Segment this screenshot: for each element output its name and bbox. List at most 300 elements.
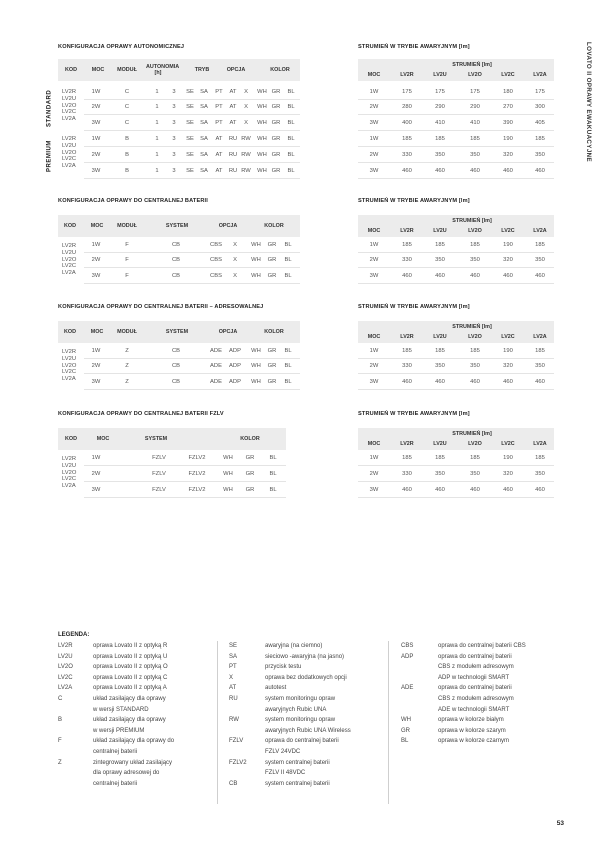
config-cell: WH bbox=[223, 487, 233, 493]
config-cell: 2W bbox=[91, 363, 101, 369]
config-header-cell: OPCJA bbox=[218, 223, 238, 229]
legend-code: C bbox=[58, 696, 63, 702]
config-cell: GR bbox=[245, 471, 255, 477]
flux-cell: 280 bbox=[402, 104, 412, 110]
code-item: LV2O bbox=[62, 102, 77, 109]
legend-code: LV2R bbox=[58, 643, 73, 649]
code-item: LV2A bbox=[62, 376, 76, 383]
flux-cell: 410 bbox=[470, 120, 480, 126]
row-divider bbox=[84, 252, 300, 253]
config-cell: BL bbox=[287, 136, 295, 142]
flux-cell: 290 bbox=[470, 104, 480, 110]
code-list bbox=[62, 349, 88, 383]
flux-cell: 330 bbox=[402, 363, 412, 369]
flux-cell: 185 bbox=[402, 242, 412, 248]
flux-cell: 350 bbox=[470, 152, 480, 158]
code-item: LV2A bbox=[62, 116, 76, 123]
config-header-cell: MODUŁ bbox=[117, 67, 137, 73]
config-cell: 3 bbox=[172, 104, 176, 110]
config-cell: 2W bbox=[91, 104, 101, 110]
config-cell: PT bbox=[215, 120, 223, 126]
flux-cell: 185 bbox=[470, 242, 480, 248]
flux-cell: 3W bbox=[369, 379, 379, 385]
config-cell: GR bbox=[267, 257, 277, 263]
section-title-left: KONFIGURACJA OPRAWY DO CENTRALNEJ BATERII FZLV bbox=[58, 411, 224, 417]
config-cell: ADE bbox=[210, 379, 222, 385]
flux-cell: 405 bbox=[535, 120, 545, 126]
code-item: LV2A bbox=[62, 483, 76, 490]
config-cell: BL bbox=[269, 455, 277, 461]
flux-cell: 350 bbox=[435, 363, 445, 369]
section-title-left: KONFIGURACJA OPRAWY AUTONOMICZNEJ bbox=[58, 44, 185, 50]
row-divider bbox=[358, 178, 554, 179]
flux-cell: 175 bbox=[435, 89, 445, 95]
config-cell: RU bbox=[228, 168, 238, 174]
flux-cell: 350 bbox=[535, 257, 545, 263]
row-divider bbox=[358, 373, 554, 374]
legend-desc: ADE w technologii SMART bbox=[438, 706, 510, 713]
flux-cell: 350 bbox=[535, 363, 545, 369]
legend-desc: oprawa bez dodatkowych opcji bbox=[265, 674, 347, 681]
config-cell: GR bbox=[245, 487, 255, 493]
code-item: LV2U bbox=[62, 249, 77, 256]
flux-cell: 350 bbox=[435, 471, 445, 477]
code-item: LV2O bbox=[62, 469, 77, 476]
row-divider bbox=[84, 146, 300, 147]
legend-desc: CBS z modułem adresowym bbox=[438, 696, 514, 702]
code-list bbox=[62, 136, 88, 170]
flux-header-cell: LV2R bbox=[400, 441, 414, 447]
flux-cell: 460 bbox=[535, 273, 545, 279]
legend-code: CB bbox=[229, 780, 238, 787]
flux-cell: 390 bbox=[503, 120, 513, 126]
config-cell: WH bbox=[251, 379, 261, 385]
config-cell: 3W bbox=[91, 273, 101, 279]
row-divider bbox=[358, 358, 554, 359]
flux-cell: 460 bbox=[535, 487, 545, 493]
config-cell: 3W bbox=[91, 379, 101, 385]
config-cell: GR bbox=[271, 152, 281, 158]
flux-cell: 460 bbox=[470, 379, 480, 385]
config-cell: CBS bbox=[210, 242, 222, 248]
legend-code: FZLV2 bbox=[229, 759, 247, 766]
config-cell: WH bbox=[257, 120, 267, 126]
config-cell: BL bbox=[287, 168, 295, 174]
config-cell: AT bbox=[215, 152, 223, 158]
config-cell: BL bbox=[287, 152, 295, 158]
flux-header-cell: LV2U bbox=[433, 334, 447, 340]
legend-desc: dla oprawy adresowej do bbox=[93, 770, 160, 777]
row-divider bbox=[358, 465, 554, 466]
config-cell: 1 bbox=[155, 152, 159, 158]
config-cell: BL bbox=[284, 379, 292, 385]
config-header-cell: SYSTEM bbox=[165, 223, 189, 229]
config-cell: 1W bbox=[91, 242, 101, 248]
config-cell: PT bbox=[215, 89, 223, 95]
row-divider bbox=[358, 162, 554, 163]
row-divider bbox=[84, 481, 286, 482]
flux-cell: 460 bbox=[470, 273, 480, 279]
legend-title: LEGENDA: bbox=[58, 632, 90, 638]
section-title-left: KONFIGURACJA OPRAWY DO CENTRALNEJ BATERII bbox=[58, 198, 208, 204]
code-item: LV2C bbox=[62, 109, 77, 116]
flux-header-title: STRUMIEŃ [lm] bbox=[452, 431, 492, 437]
config-cell: Z bbox=[125, 379, 129, 385]
legend-desc: ADP w technologii SMART bbox=[438, 674, 510, 681]
flux-cell: 175 bbox=[470, 89, 480, 95]
legend-code: FZLV bbox=[229, 738, 244, 745]
flux-cell: 460 bbox=[402, 487, 412, 493]
legend-desc: FZLV 24VDC bbox=[265, 749, 301, 755]
flux-cell: 300 bbox=[535, 104, 545, 110]
legend-desc: centralnej baterii bbox=[93, 749, 138, 755]
config-header-cell: KOLOR bbox=[264, 223, 284, 229]
config-header-cell: KOLOR bbox=[264, 329, 284, 335]
legend-desc: układ zasilający dla oprawy bbox=[93, 717, 166, 724]
config-cell: 1 bbox=[155, 120, 159, 126]
config-cell: 1W bbox=[91, 136, 101, 142]
side-label: LOVATO II OPRAWY EWAKUACYJNE bbox=[585, 42, 592, 163]
legend-desc: w wersji STANDARD bbox=[93, 706, 149, 713]
config-cell: BL bbox=[287, 89, 295, 95]
legend-code: SE bbox=[229, 643, 238, 649]
flux-header-cell: LV2R bbox=[400, 72, 414, 78]
flux-cell: 185 bbox=[435, 136, 445, 142]
code-item: LV2R bbox=[62, 243, 77, 249]
code-list bbox=[62, 89, 88, 123]
config-cell: ADP bbox=[229, 363, 241, 369]
flux-cell: 3W bbox=[369, 487, 379, 493]
config-cell: RU bbox=[228, 152, 238, 158]
config-cell: GR bbox=[271, 136, 281, 142]
flux-header-cell: LV2C bbox=[501, 441, 515, 447]
legend-code: PT bbox=[229, 664, 237, 671]
config-cell: SE bbox=[186, 168, 194, 174]
flux-cell: 320 bbox=[503, 152, 513, 158]
config-cell: C bbox=[124, 104, 130, 110]
legend-code: LV2U bbox=[58, 653, 73, 660]
config-cell: FZLV bbox=[152, 471, 166, 477]
flux-header-cell: LV2O bbox=[468, 228, 482, 234]
config-header-cell: OPCJA bbox=[226, 67, 246, 73]
flux-cell: 460 bbox=[503, 168, 513, 174]
legend-desc: oprawa Lovato II z optyką R bbox=[93, 643, 168, 649]
flux-cell: 185 bbox=[435, 348, 445, 354]
flux-cell: 3W bbox=[369, 273, 379, 279]
config-cell: 1W bbox=[91, 348, 101, 354]
config-cell: X bbox=[233, 242, 237, 248]
config-cell: GR bbox=[267, 273, 277, 279]
config-cell: 2W bbox=[91, 257, 101, 263]
config-cell: 3 bbox=[172, 152, 176, 158]
legend-desc: FZLV II 48VDC bbox=[265, 770, 306, 777]
flux-header-cell: LV2U bbox=[433, 441, 447, 447]
config-cell: GR bbox=[271, 104, 281, 110]
legend-desc: oprawa Lovato II z optyką A bbox=[93, 685, 167, 692]
config-cell: WH bbox=[251, 363, 261, 369]
flux-header-cell: LV2A bbox=[533, 441, 547, 447]
legend-desc: oprawa do centralnej baterii CBS bbox=[438, 643, 526, 649]
row-divider bbox=[358, 130, 554, 131]
legend-code: BL bbox=[401, 738, 409, 745]
config-cell: SA bbox=[200, 152, 208, 158]
flux-cell: 3W bbox=[369, 120, 379, 126]
config-cell: 3 bbox=[172, 120, 176, 126]
row-divider bbox=[358, 283, 554, 284]
flux-cell: 185 bbox=[535, 136, 545, 142]
flux-header-cell: MOC bbox=[367, 72, 381, 78]
config-cell: SA bbox=[200, 168, 208, 174]
config-cell: SA bbox=[200, 120, 208, 126]
flux-cell: 460 bbox=[503, 273, 513, 279]
config-cell: 3W bbox=[91, 487, 101, 493]
flux-cell: 460 bbox=[535, 379, 545, 385]
config-cell: GR bbox=[267, 348, 277, 354]
config-cell: RW bbox=[241, 152, 251, 158]
config-header-cell: TRYB bbox=[194, 67, 210, 73]
config-cell: SE bbox=[186, 104, 194, 110]
config-header-cell: KOLOR bbox=[240, 436, 260, 442]
config-cell: 1 bbox=[155, 136, 159, 142]
config-cell: WH bbox=[257, 168, 267, 174]
config-cell: B bbox=[125, 168, 129, 174]
legend-code: RW bbox=[229, 717, 239, 724]
legend-code: LV2A bbox=[58, 685, 73, 692]
config-cell: 1 bbox=[155, 89, 159, 95]
config-cell: GR bbox=[271, 89, 281, 95]
legend-code: B bbox=[58, 717, 63, 724]
flux-cell: 320 bbox=[503, 471, 513, 477]
row-divider bbox=[358, 114, 554, 115]
config-header-cell: SYSTEM bbox=[144, 436, 168, 442]
config-cell: SA bbox=[200, 89, 208, 95]
flux-cell: 330 bbox=[402, 152, 412, 158]
flux-cell: 2W bbox=[369, 152, 379, 158]
flux-cell: 460 bbox=[435, 168, 445, 174]
config-header-cell: AUTONOMIA [h] bbox=[146, 64, 180, 76]
flux-header-title: STRUMIEŃ [lm] bbox=[452, 324, 492, 330]
flux-cell: 460 bbox=[435, 487, 445, 493]
config-cell: 1W bbox=[91, 455, 101, 461]
code-item: LV2R bbox=[62, 349, 77, 355]
flux-cell: 350 bbox=[470, 363, 480, 369]
flux-cell: 350 bbox=[435, 257, 445, 263]
config-cell: CB bbox=[171, 348, 181, 354]
flux-cell: 460 bbox=[402, 273, 412, 279]
legend-desc: oprawa Lovato II z optyką C bbox=[93, 674, 168, 681]
legend-desc: w wersji PREMIUM bbox=[93, 727, 145, 734]
row-divider bbox=[84, 162, 300, 163]
legend-desc: centralnej baterii bbox=[93, 780, 138, 787]
legend-code: ADE bbox=[401, 685, 414, 692]
legend-desc: oprawa w kolorze szarym bbox=[438, 727, 506, 734]
legend-desc: oprawa w kolorze czarnym bbox=[438, 738, 510, 745]
config-cell: SA bbox=[200, 104, 208, 110]
config-cell: ADP bbox=[229, 379, 241, 385]
config-cell: BL bbox=[287, 104, 295, 110]
legend-divider bbox=[388, 641, 389, 804]
row-divider bbox=[84, 358, 300, 359]
flux-cell: 460 bbox=[470, 168, 480, 174]
config-cell: X bbox=[233, 257, 237, 263]
flux-cell: 1W bbox=[369, 455, 379, 461]
config-cell: CB bbox=[171, 379, 181, 385]
config-cell: C bbox=[124, 120, 130, 126]
flux-cell: 185 bbox=[435, 242, 445, 248]
config-header-cell: KOD bbox=[65, 436, 77, 442]
legend-desc: oprawa do centralnej baterii bbox=[265, 738, 339, 745]
section-title-right: STRUMIEŃ W TRYBIE AWARYJNYM [lm] bbox=[358, 304, 470, 310]
config-cell: WH bbox=[223, 455, 233, 461]
config-cell: WH bbox=[251, 273, 261, 279]
flux-header-title: STRUMIEŃ [lm] bbox=[452, 62, 492, 68]
config-cell: WH bbox=[251, 348, 261, 354]
flux-cell: 400 bbox=[402, 120, 412, 126]
config-cell: PT bbox=[215, 104, 223, 110]
config-cell: SE bbox=[186, 89, 194, 95]
config-cell: FZLV bbox=[152, 455, 166, 461]
config-cell: BL bbox=[284, 242, 292, 248]
legend-desc: oprawa Lovato II z optyką U bbox=[93, 653, 168, 660]
flux-header-cell: LV2O bbox=[468, 334, 482, 340]
legend-code: X bbox=[229, 674, 234, 681]
legend-desc: układ zasilający dla oprawy do bbox=[93, 738, 175, 745]
config-header-cell: SYSTEM bbox=[165, 329, 189, 335]
row-divider bbox=[84, 389, 300, 390]
code-item: LV2A bbox=[62, 270, 76, 277]
config-cell: GR bbox=[245, 455, 255, 461]
code-item: LV2U bbox=[62, 355, 77, 362]
flux-cell: 185 bbox=[470, 136, 480, 142]
config-cell: 2W bbox=[91, 471, 101, 477]
legend-desc: układ zasilający dla oprawy bbox=[93, 696, 166, 702]
legend-desc: system centralnej baterii bbox=[265, 759, 330, 766]
row-divider bbox=[84, 178, 300, 179]
code-item: LV2R bbox=[62, 456, 77, 462]
legend-desc: oprawa do centralnej baterii bbox=[438, 685, 512, 692]
config-cell: 1W bbox=[91, 89, 101, 95]
config-cell: 2W bbox=[91, 152, 101, 158]
config-cell: 3W bbox=[91, 168, 101, 174]
section-title-right: STRUMIEŃ W TRYBIE AWARYJNYM [lm] bbox=[358, 44, 470, 50]
config-cell: Z bbox=[125, 363, 129, 369]
legend-desc: system monitoringu opraw bbox=[265, 696, 336, 702]
config-header-cell: MOC bbox=[90, 223, 104, 229]
code-item: LV2C bbox=[62, 476, 77, 483]
legend-desc: awaryjnych Rubic UNA bbox=[265, 706, 327, 713]
config-cell: GR bbox=[267, 379, 277, 385]
flux-cell: 185 bbox=[535, 455, 545, 461]
config-cell: WH bbox=[257, 152, 267, 158]
code-item: LV2U bbox=[62, 462, 77, 469]
config-header-cell: MODUŁ bbox=[117, 223, 137, 229]
config-cell: WH bbox=[257, 89, 267, 95]
legend-code: AT bbox=[229, 685, 237, 692]
config-cell: 1 bbox=[155, 104, 159, 110]
flux-cell: 185 bbox=[535, 348, 545, 354]
flux-cell: 190 bbox=[503, 136, 513, 142]
config-cell: BL bbox=[269, 471, 277, 477]
flux-header-cell: LV2O bbox=[468, 72, 482, 78]
config-cell: ADP bbox=[229, 348, 241, 354]
config-cell: GR bbox=[271, 168, 281, 174]
config-cell: SE bbox=[186, 136, 194, 142]
row-divider bbox=[84, 497, 286, 498]
config-cell: Z bbox=[125, 348, 129, 354]
flux-cell: 460 bbox=[435, 273, 445, 279]
config-cell: RW bbox=[241, 168, 251, 174]
row-divider bbox=[84, 267, 300, 268]
row-divider bbox=[358, 389, 554, 390]
flux-cell: 2W bbox=[369, 363, 379, 369]
legend-code: WH bbox=[401, 717, 411, 724]
config-cell: F bbox=[125, 273, 129, 279]
config-header-cell: KOD bbox=[64, 223, 76, 229]
config-cell: BL bbox=[284, 363, 292, 369]
flux-cell: 190 bbox=[503, 348, 513, 354]
flux-header-cell: LV2A bbox=[533, 72, 547, 78]
row-divider bbox=[84, 465, 286, 466]
config-cell: C bbox=[124, 89, 130, 95]
legend-desc: oprawa w kolorze białym bbox=[438, 717, 504, 724]
config-cell: BL bbox=[284, 348, 292, 354]
config-header-cell: KOD bbox=[64, 329, 76, 335]
flux-cell: 2W bbox=[369, 257, 379, 263]
config-cell: CB bbox=[171, 257, 181, 263]
flux-cell: 185 bbox=[402, 348, 412, 354]
row-divider bbox=[358, 252, 554, 253]
config-cell: BL bbox=[269, 487, 277, 493]
legend-desc: zintegrowany układ zasilający bbox=[93, 759, 173, 766]
flux-header-cell: LV2C bbox=[501, 72, 515, 78]
row-divider bbox=[358, 146, 554, 147]
config-header-cell: KOLOR bbox=[270, 67, 290, 73]
config-cell: BL bbox=[284, 273, 292, 279]
config-cell: SE bbox=[186, 152, 194, 158]
flux-cell: 330 bbox=[402, 257, 412, 263]
row-divider bbox=[358, 481, 554, 482]
flux-cell: 460 bbox=[470, 487, 480, 493]
flux-cell: 1W bbox=[369, 136, 379, 142]
config-cell: FZLV2 bbox=[188, 471, 206, 477]
config-cell: CB bbox=[171, 273, 181, 279]
config-cell: ADE bbox=[210, 363, 222, 369]
config-cell: WH bbox=[223, 471, 233, 477]
config-header-cell: OPCJA bbox=[218, 329, 238, 335]
flux-header-cell: LV2O bbox=[468, 441, 482, 447]
code-item: LV2R bbox=[62, 89, 77, 95]
config-cell: BL bbox=[287, 120, 295, 126]
config-cell: AT bbox=[229, 89, 237, 95]
config-header-cell: MODUŁ bbox=[117, 329, 137, 335]
config-cell: 3W bbox=[91, 120, 101, 126]
config-cell: X bbox=[244, 120, 248, 126]
legend-desc: oprawa do centralnej baterii bbox=[438, 653, 512, 660]
flux-cell: 460 bbox=[503, 487, 513, 493]
flux-header-cell: LV2U bbox=[433, 72, 447, 78]
config-cell: B bbox=[125, 136, 129, 142]
flux-cell: 180 bbox=[503, 89, 513, 95]
flux-header-title: STRUMIEŃ [lm] bbox=[452, 218, 492, 224]
flux-cell: 460 bbox=[503, 379, 513, 385]
flux-cell: 1W bbox=[369, 89, 379, 95]
flux-cell: 2W bbox=[369, 104, 379, 110]
flux-header-cell: LV2C bbox=[501, 228, 515, 234]
legend-code: RU bbox=[229, 696, 238, 702]
flux-header-cell: LV2A bbox=[533, 334, 547, 340]
code-item: LV2O bbox=[62, 149, 77, 156]
flux-cell: 185 bbox=[535, 242, 545, 248]
